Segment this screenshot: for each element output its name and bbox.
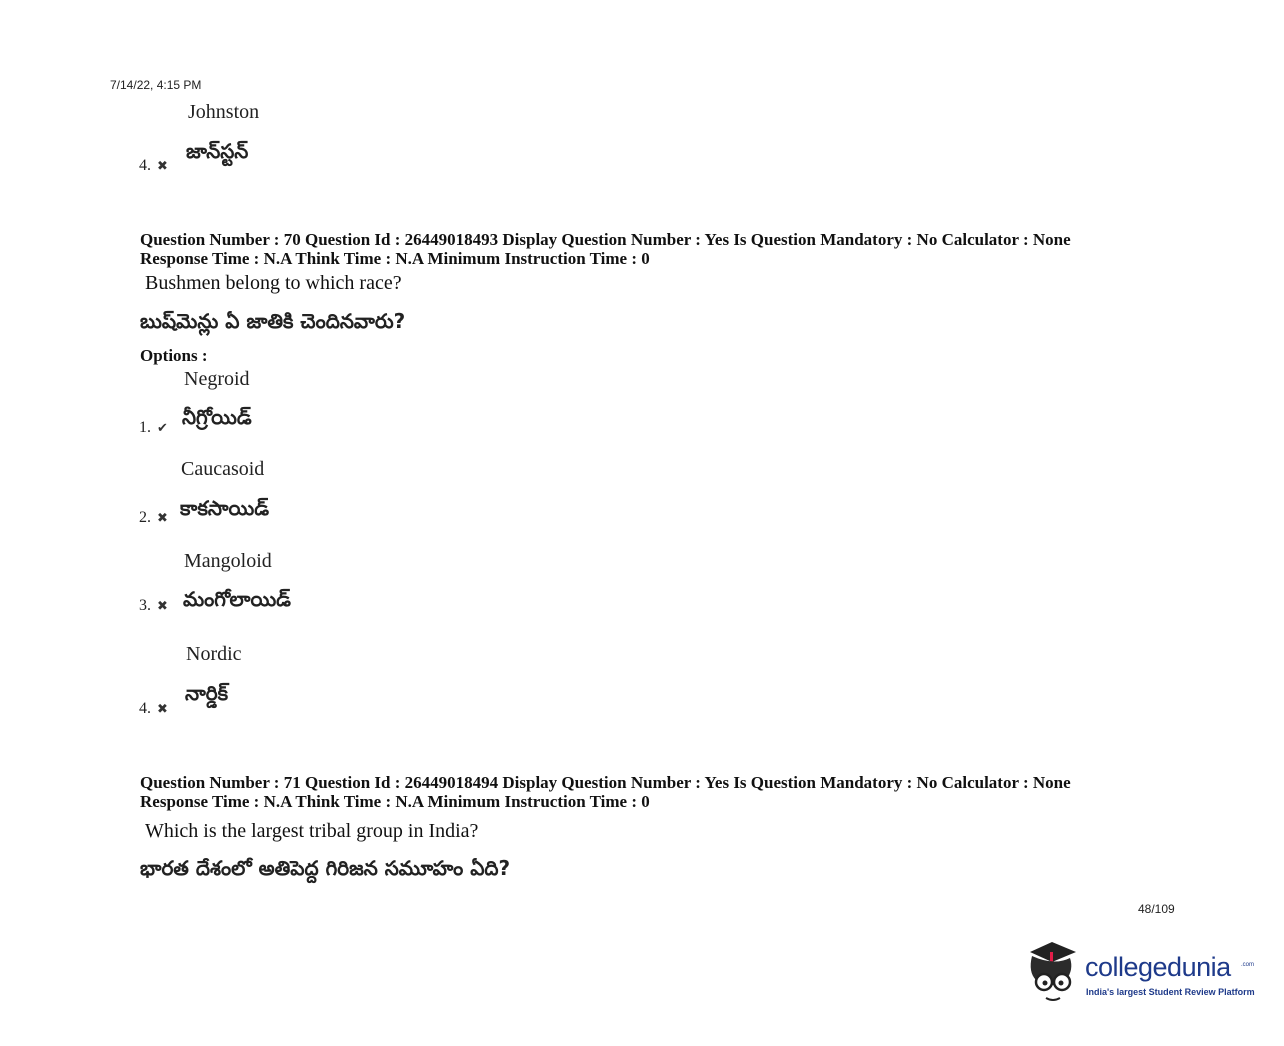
question-text-english: Bushmen belong to which race? (145, 272, 402, 294)
logo-suffix: .com (1241, 962, 1255, 968)
question-timing: Response Time : N.A Think Time : N.A Minimum Instruction Time : 0 (140, 792, 650, 811)
option-telugu: నీగ్రోయిడ్ (182, 405, 252, 429)
option-english: Negroid (184, 368, 250, 390)
option-telugu: నార్డిక్ (185, 681, 229, 705)
logo-tagline: India's largest Student Review Platform (1086, 987, 1255, 997)
question-text-english: Which is the largest tribal group in India? (145, 820, 479, 842)
option-number: 4. ✖ (139, 157, 168, 174)
options-label: Options : (140, 346, 208, 365)
option-english: Johnston (188, 101, 260, 123)
option-telugu: జాన్‌స్టన్ (186, 139, 249, 163)
page-number: 48/109 (1138, 902, 1175, 916)
question-meta: Question Number : 70 Question Id : 26449018493 Display Question Number : Yes Is Question Mandatory : No Calculator : None (140, 230, 1071, 249)
question-text-telugu: బుష్‌మెన్లు ఏ జాతికి చెందినవారు? (140, 309, 406, 333)
option-english: Nordic (186, 643, 242, 665)
wrong-mark-icon: ✖ (157, 158, 168, 173)
option-english: Mangoloid (184, 550, 272, 572)
option-telugu: కాకసాయిడ్ (180, 496, 270, 520)
option-number: 1. ✔ (139, 419, 168, 436)
wrong-mark-icon: ✖ (157, 598, 168, 613)
option-number: 3. ✖ (139, 597, 168, 614)
wrong-mark-icon: ✖ (157, 510, 168, 525)
wrong-mark-icon: ✖ (157, 701, 168, 716)
question-meta: Question Number : 71 Question Id : 26449018494 Display Question Number : Yes Is Question Mandatory : No Calculator : None (140, 773, 1071, 792)
question-text-telugu: భారత దేశంలో అతిపెద్ద గిరిజన సమూహం ఏది? (140, 856, 511, 880)
timestamp: 7/14/22, 4:15 PM (110, 78, 202, 92)
option-telugu: మంగోలాయిడ్ (183, 587, 291, 611)
logo-wordmark: collegedunia (1085, 952, 1231, 982)
option-english: Caucasoid (181, 458, 265, 480)
mascot-icon (1024, 938, 1084, 1010)
option-number: 2. ✖ (139, 509, 168, 526)
correct-check-icon: ✔ (157, 420, 168, 435)
question-timing: Response Time : N.A Think Time : N.A Minimum Instruction Time : 0 (140, 249, 650, 268)
option-number: 4. ✖ (139, 700, 168, 717)
